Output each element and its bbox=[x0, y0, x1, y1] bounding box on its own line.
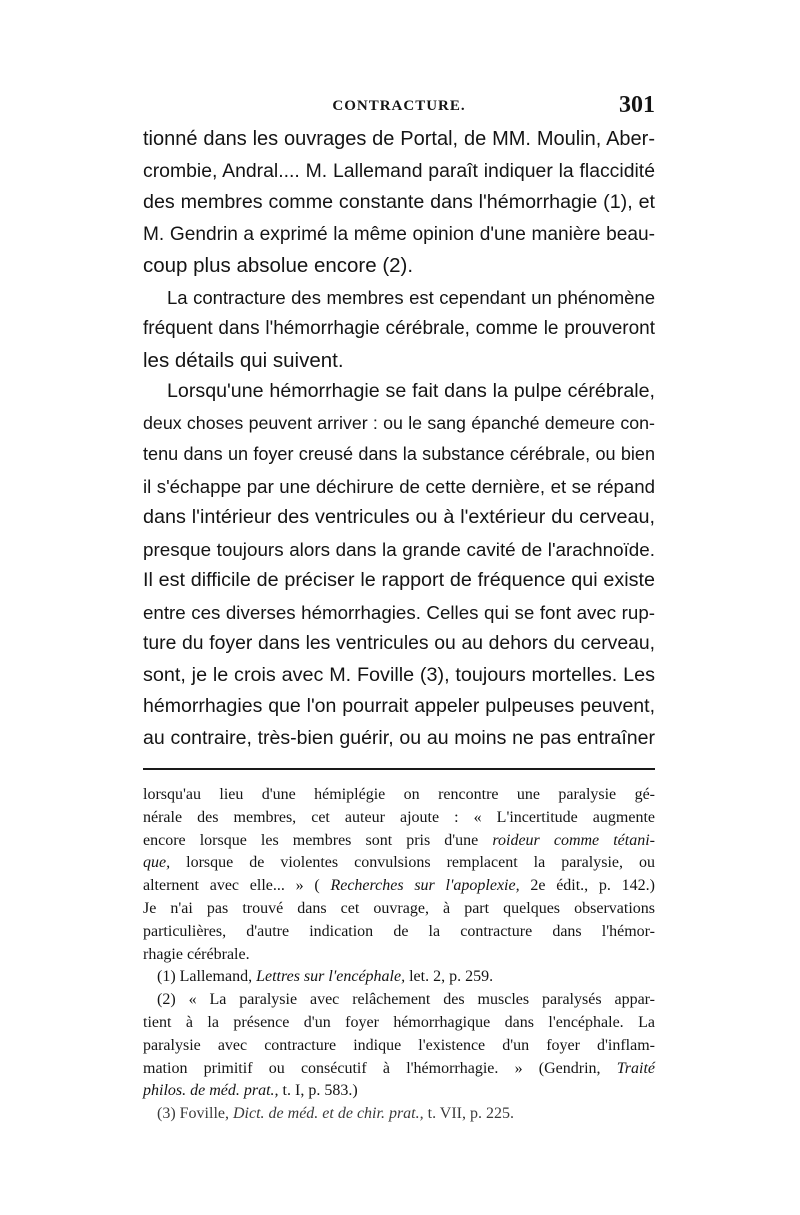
body-line: deux choses peuvent arriver : ou le sang épanché demeure con- bbox=[143, 412, 655, 433]
footnote-italic: philos. de méd. prat., bbox=[143, 1082, 279, 1100]
body-line: crombie, Andral.... M. Lallemand paraît indiquer la flaccidité bbox=[143, 159, 655, 182]
body-line: La contracture des membres est cependant un phénomène bbox=[167, 286, 655, 308]
body-line: dans l'intérieur des ventricules ou à l'extérieur du cerveau, bbox=[143, 506, 655, 528]
footnote-line: nérale des membres, cet auteur ajoute : « L'incertitude augmente bbox=[143, 808, 655, 826]
body-line: ture du foyer dans les ventricules ou au dehors du cerveau, bbox=[143, 632, 655, 654]
footnote-rule bbox=[143, 768, 655, 770]
body-text bbox=[143, 124, 655, 754]
footnote-2: (2) « La paralysie avec relâchement des muscles paralysés appar- bbox=[157, 991, 655, 1009]
book-page bbox=[143, 92, 655, 1126]
body-line: des membres comme constante dans l'hémorrhagie (1), et bbox=[143, 191, 655, 213]
footnote-italic: que, bbox=[143, 854, 171, 872]
body-line: coup plus absolue encore (2). bbox=[143, 254, 414, 277]
body-line: sont, je le crois avec M. Foville (3), toujours mortelles. Les bbox=[143, 663, 655, 686]
body-line: presque toujours alors dans la grande cavité de l'arachnoïde. bbox=[143, 538, 655, 560]
body-line: hémorrhagies que l'on pourrait appeler pulpeuses peuvent, bbox=[143, 695, 655, 717]
page-number: 301 bbox=[619, 92, 655, 118]
body-line: entre ces diverses hémorrhagies. Celles qui se font avec rup- bbox=[143, 601, 655, 623]
footnote-line: paralysie avec contracture indique l'existence d'un foyer d'inflam- bbox=[143, 1036, 655, 1054]
footnote-italic: Lettres sur l'encéphale, bbox=[256, 968, 406, 986]
footnote-line bbox=[143, 830, 655, 853]
body-line: tenu dans un foyer creusé dans la substance cérébrale, ou bien bbox=[143, 444, 655, 464]
body-line: au contraire, très-bien guérir, ou au moins ne pas entraîner bbox=[143, 726, 655, 749]
footnote-text: (3) Foville, bbox=[157, 1105, 233, 1123]
footnote-text: encore lorsque les membres sont pris d'une bbox=[143, 831, 493, 849]
footnote-text: alternent avec elle... » ( bbox=[143, 877, 331, 895]
body-line: fréquent dans l'hémorrhagie cérébrale, comme le prouveront bbox=[143, 318, 655, 339]
footnote-text: mation primitif ou consécutif à l'hémorrhagie. » (Gendrin, bbox=[143, 1059, 617, 1077]
running-head bbox=[143, 92, 655, 124]
footnote-text: 2e édit., p. 142.) bbox=[519, 877, 656, 895]
footnote-1 bbox=[143, 966, 655, 989]
body-line: Il est difficile de préciser le rapport de fréquence qui existe bbox=[143, 569, 655, 591]
footnote-line bbox=[143, 852, 655, 875]
footnote-line bbox=[143, 875, 655, 898]
body-line: les détails qui suivent. bbox=[143, 348, 344, 372]
footnote-line: particulières, d'autre indication de la contracture dans l'hémor- bbox=[143, 922, 655, 940]
footnote-line bbox=[143, 1058, 655, 1081]
footnote-line: tient à la présence d'un foyer hémorrhagique dans l'encéphale. La bbox=[143, 1013, 655, 1031]
body-line: il s'échappe par une déchirure de cette dernière, et se répand bbox=[143, 475, 655, 497]
footnote-text: (1) Lallemand, bbox=[157, 968, 257, 986]
footnote-italic: Traité bbox=[616, 1059, 655, 1077]
footnotes bbox=[143, 784, 655, 1126]
body-line: M. Gendrin a exprimé la même opinion d'une manière beau- bbox=[143, 223, 655, 245]
footnote-text: let. 2, p. 259. bbox=[405, 968, 494, 986]
footnote-italic: roideur comme tétani- bbox=[492, 831, 655, 849]
footnote-text: t. VII, p. 225. bbox=[423, 1105, 514, 1123]
footnote-3 bbox=[143, 1103, 655, 1126]
body-line: tionné dans les ouvrages de Portal, de MM. Moulin, Aber- bbox=[143, 128, 655, 150]
footnote-italic: Recherches sur l'apoplexie, bbox=[330, 877, 520, 895]
running-title: CONTRACTURE. bbox=[332, 98, 466, 114]
footnote-text: t. I, p. 583.) bbox=[278, 1082, 358, 1100]
body-line: Lorsqu'une hémorrhagie se fait dans la pulpe cérébrale, bbox=[167, 380, 655, 402]
footnote-line: lorsqu'au lieu d'une hémiplégie on rencontre une paralysie gé- bbox=[143, 786, 655, 803]
footnote-line bbox=[143, 1080, 655, 1103]
footnote-line: Je n'ai pas trouvé dans cet ouvrage, à part quelques observations bbox=[143, 899, 655, 917]
footnote-line: rhagie cérébrale. bbox=[143, 945, 250, 963]
footnote-text: lorsque de violentes convulsions remplacent la paralysie, ou bbox=[170, 854, 655, 872]
footnote-italic: Dict. de méd. et de chir. prat., bbox=[233, 1105, 424, 1123]
